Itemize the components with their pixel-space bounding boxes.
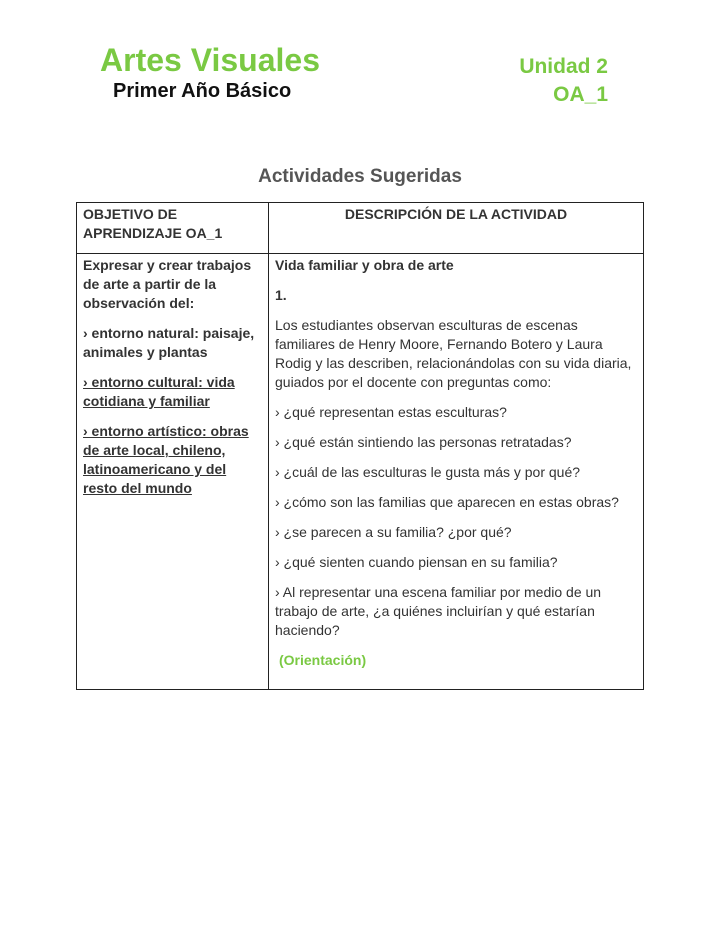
activity-question: › ¿qué están sintiendo las personas retratadas? — [275, 434, 572, 450]
unit-label — [519, 53, 608, 109]
activity-description: Los estudiantes observan esculturas de escenas familiares de Henry Moore, Fernando Botero y Laura Rodig y las describen, relacionándolas con su vida diaria, guiados por el docente con preguntas como: — [275, 317, 632, 390]
description-header: DESCRIPCIÓN DE LA ACTIVIDAD — [269, 203, 644, 254]
activity-title: Vida familiar y obra de arte — [275, 257, 454, 273]
activity-cell — [269, 254, 644, 690]
oa-code: OA_1 — [553, 83, 608, 106]
unit-number: Unidad 2 — [519, 55, 608, 78]
section-title: Actividades Sugeridas — [258, 166, 462, 187]
orientation-note: (Orientación) — [279, 652, 367, 668]
table-row — [77, 254, 644, 690]
activity-question: › Al representar una escena familiar por medio de un trabajo de arte, ¿a quiénes incluirían y qué estarían haciendo? — [275, 584, 602, 638]
activities-table — [76, 202, 644, 690]
activity-question: › ¿qué sienten cuando piensan en su familia? — [275, 554, 558, 570]
activity-question: › ¿qué representan estas esculturas? — [275, 404, 507, 420]
objective-intro: Expresar y crear trabajos de arte a partir de la observación del: — [83, 257, 252, 311]
activity-number: 1. — [275, 287, 287, 303]
table-header-row — [77, 203, 644, 254]
grade-subtitle: Primer Año Básico — [113, 80, 292, 102]
activity-question: › ¿se parecen a su familia? ¿por qué? — [275, 524, 512, 540]
objective-item: › entorno natural: paisaje, animales y plantas — [83, 325, 255, 360]
activity-question: › ¿cuál de las esculturas le gusta más y por qué? — [275, 464, 581, 480]
subject-title: Artes Visuales — [100, 42, 320, 78]
objective-item: › entorno cultural: vida cotidiana y familiar — [83, 374, 235, 409]
objective-item: › entorno artístico: obras de arte local, chileno, latinoamericano y del resto del mundo — [83, 423, 249, 496]
objective-cell — [77, 254, 269, 690]
activity-question: › ¿cómo son las familias que aparecen en estas obras? — [275, 494, 619, 510]
objective-header: OBJETIVO DE APRENDIZAJE OA_1 — [77, 203, 269, 254]
